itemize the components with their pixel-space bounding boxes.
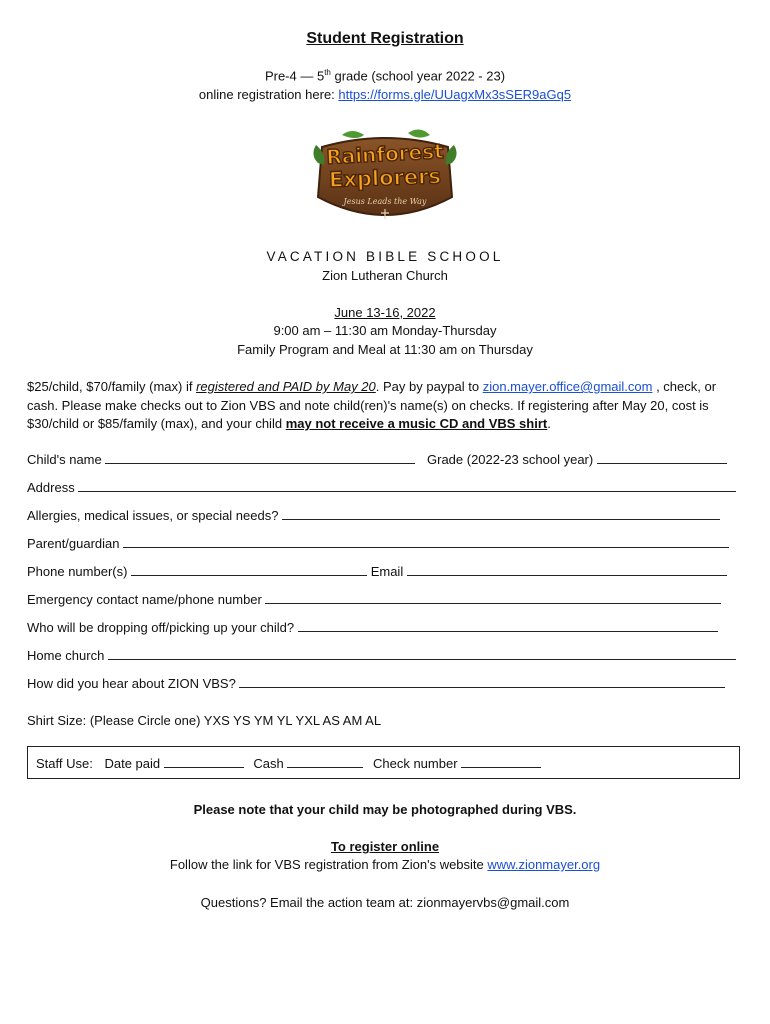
pricing-part-3: , check, or cash. Please make checks out to Zion VBS and note child(ren)'s name(s) on checks. If registering after May 20, cost is $30/child or $85/family (max), and your child: [27, 379, 717, 431]
dropoff-label: Who will be dropping off/picking up your child?: [27, 620, 295, 635]
email-label: Email: [370, 564, 404, 579]
dropoff-input[interactable]: [298, 619, 718, 632]
staff-use-label: Staff Use:: [36, 756, 93, 771]
allergies-input[interactable]: [282, 507, 720, 520]
allergies-row: [27, 506, 743, 526]
staff-use-box: [27, 746, 740, 779]
check-number-label: Check number: [372, 756, 458, 771]
pricing-warning: may not receive a music CD and VBS shirt: [285, 416, 548, 431]
pricing-end: .: [547, 416, 551, 431]
pricing-deadline: registered and PAID by May 20: [196, 379, 376, 394]
child-name-row: [27, 450, 743, 470]
event-times: 9:00 am – 11:30 am Monday-Thursday: [273, 323, 497, 338]
photo-note: Please note that your child may be photographed during VBS.: [193, 802, 577, 817]
parent-row: [27, 534, 743, 554]
heard-about-label: How did you hear about ZION VBS?: [27, 676, 236, 691]
register-online-heading: To register online: [330, 839, 440, 854]
address-input[interactable]: [78, 479, 736, 492]
date-paid-label: Date paid: [104, 756, 161, 771]
home-church-row: [27, 646, 743, 666]
grade-line-start: Pre-4 — 5: [264, 68, 325, 84]
child-name-label: Child's name: [27, 452, 102, 467]
home-church-label: Home church: [27, 648, 105, 663]
online-registration-line: [0, 87, 770, 102]
register-online-line: [0, 857, 770, 872]
logo-graphic: [312, 125, 458, 230]
grade-label: Grade (2022-23 school year): [427, 452, 594, 467]
grade-line-end: grade (school year 2022 - 23): [330, 68, 506, 84]
heard-about-row: [27, 674, 743, 694]
address-label: Address: [27, 480, 75, 495]
grade-line-sup: th: [324, 68, 331, 77]
dropoff-row: [27, 618, 743, 638]
check-number-input[interactable]: [461, 755, 541, 768]
event-dates: June 13-16, 2022: [334, 305, 436, 320]
phone-email-row: [27, 562, 743, 582]
page-title: Student Registration: [306, 30, 464, 47]
cash-input[interactable]: [287, 755, 363, 768]
pricing-part-2: . Pay by paypal to: [375, 379, 483, 394]
church-name: Zion Lutheran Church: [322, 268, 448, 283]
online-registration-text: online registration here:: [198, 87, 339, 102]
registration-form-link[interactable]: https://forms.gle/UUagxMx3sSER9aGq5: [338, 87, 572, 102]
phone-label: Phone number(s): [27, 564, 128, 579]
logo-line-1: Rainforest: [325, 138, 445, 170]
parent-input[interactable]: [123, 535, 729, 548]
parent-label: Parent/guardian: [27, 536, 120, 551]
phone-input[interactable]: [131, 563, 367, 576]
allergies-label: Allergies, medical issues, or special needs?: [27, 508, 279, 523]
emergency-row: [27, 590, 743, 610]
heard-about-input[interactable]: [239, 675, 725, 688]
logo-tagline: Jesus Leads the Way: [343, 197, 427, 206]
website-link[interactable]: www.zionmayer.org: [487, 857, 601, 872]
child-name-input[interactable]: [105, 451, 415, 464]
register-online-text: Follow the link for VBS registration from Zion's website: [169, 857, 488, 872]
emergency-label: Emergency contact name/phone number: [27, 592, 262, 607]
pricing-paragraph: [27, 378, 743, 434]
paypal-email-link[interactable]: zion.mayer.office@gmail.com: [482, 379, 653, 394]
email-input[interactable]: [407, 563, 727, 576]
family-program: Family Program and Meal at 11:30 am on Thursday: [237, 342, 533, 357]
logo-line-2: Explorers: [328, 164, 442, 192]
address-row: [27, 478, 743, 498]
pricing-part-1: $25/child, $70/family (max) if: [27, 379, 197, 394]
rainforest-explorers-logo: [312, 125, 458, 230]
questions-line: Questions? Email the action team at: zionmayervbs@gmail.com: [200, 895, 570, 910]
grade-line: [0, 68, 770, 83]
date-paid-input[interactable]: [164, 755, 244, 768]
home-church-input[interactable]: [108, 647, 736, 660]
grade-input[interactable]: [597, 451, 727, 464]
emergency-input[interactable]: [265, 591, 721, 604]
shirt-size-row[interactable]: Shirt Size: (Please Circle one) YXS YS YM YL YXL AS AM AL: [27, 713, 382, 728]
vbs-heading: VACATION BIBLE SCHOOL: [266, 249, 504, 264]
cash-label: Cash: [253, 756, 284, 771]
